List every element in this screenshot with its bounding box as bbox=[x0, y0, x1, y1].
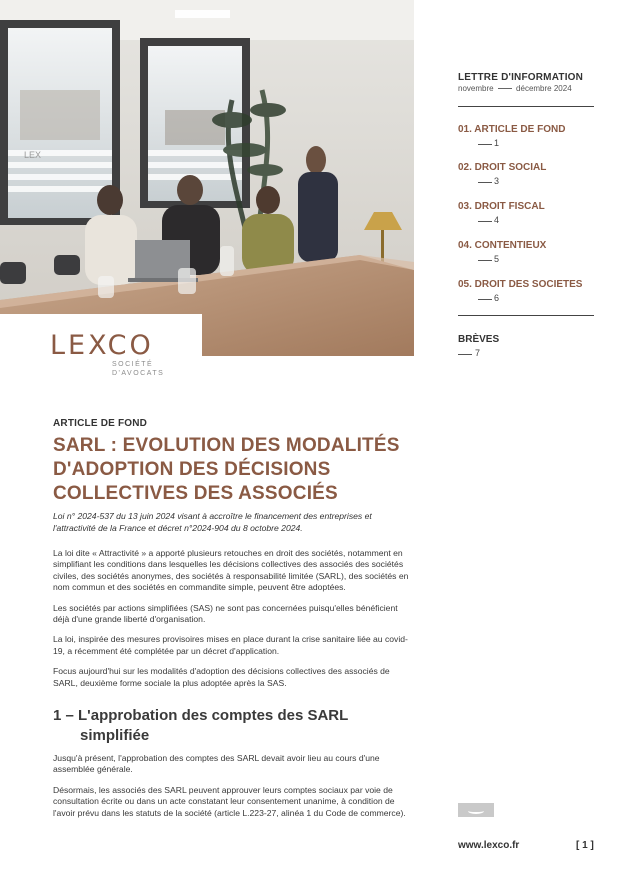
divider bbox=[458, 315, 594, 316]
toc-item-droit-fiscal[interactable] bbox=[458, 201, 545, 225]
logo-sub-line2: D'AVOCATS bbox=[112, 370, 165, 377]
newsletter-header bbox=[458, 72, 594, 93]
article-headline: SARL : EVOLUTION DES MODALITÉS D'ADOPTION DES DÉCISIONS COLLECTIVES DES ASSOCIÉS bbox=[53, 435, 400, 504]
section-paragraph: Désormais, les associés des SARL peuvent approuver leurs comptes sociaux par voie de consultation écrite ou dans un acte constatant leur consentement unanime, à condition de l'avoir prévu dans les statuts de la société (article L.223-27, alinéa 1 du Code de commerce). bbox=[53, 784, 406, 818]
toc-page: 5 bbox=[458, 254, 546, 264]
toc-label: 03. DROIT FISCAL bbox=[458, 201, 545, 212]
date-end: décembre 2024 bbox=[516, 84, 572, 93]
divider bbox=[458, 106, 594, 107]
toc-item-droit-des-societes[interactable] bbox=[458, 279, 582, 303]
toc-page: 3 bbox=[458, 176, 546, 186]
newsletter-title: LETTRE D'INFORMATION bbox=[458, 72, 584, 83]
toc-page: 1 bbox=[458, 138, 565, 148]
window-sign-text: LEX bbox=[24, 150, 42, 160]
toc-page: 6 bbox=[458, 293, 582, 303]
toc-item-article-de-fond[interactable] bbox=[458, 124, 565, 148]
toc-label: 04. CONTENTIEUX bbox=[458, 240, 547, 251]
lexco-logo: LEXCO bbox=[50, 330, 154, 361]
section-heading-line2: simplifiée bbox=[80, 727, 150, 745]
section-heading bbox=[53, 706, 415, 746]
article-paragraph: Focus aujourd'hui sur les modalités d'adoption des décisions collectives des associés de SARL, deuxième forme sociale la plus adoptée après la SAS. bbox=[53, 666, 390, 688]
footer-website-link[interactable]: www.lexco.fr bbox=[458, 840, 520, 851]
breves-label: BRÈVES bbox=[458, 334, 500, 345]
logo-subtitle bbox=[112, 360, 164, 378]
toc-label: 05. DROIT DES SOCIETES bbox=[458, 279, 583, 290]
breves-page: 7 bbox=[458, 348, 499, 358]
newsletter-date bbox=[458, 84, 594, 93]
toc-page: 4 bbox=[458, 215, 545, 225]
logo-sub-line1: SOCIÉTÉ bbox=[112, 361, 154, 368]
article-kicker: ARTICLE DE FOND bbox=[53, 418, 148, 429]
dash-separator bbox=[498, 88, 512, 89]
cover-photo bbox=[0, 0, 414, 356]
section-heading-line1: 1 – L'approbation des comptes des SARL bbox=[53, 707, 349, 725]
section-paragraph: Jusqu'à présent, l'approbation des comptes des SARL devait avoir lieu au cours d'une assemblée générale. bbox=[53, 753, 380, 775]
toc-item-contentieux[interactable] bbox=[458, 240, 546, 264]
toc-label: 02. DROIT SOCIAL bbox=[458, 162, 547, 173]
article-paragraph: Les sociétés par actions simplifiées (SAS) ne sont pas concernées puisqu'elles bénéficient déjà d'une grande liberté d'organisation. bbox=[53, 602, 398, 625]
article-body bbox=[53, 418, 415, 819]
toc-label: 01. ARTICLE DE FOND bbox=[458, 124, 566, 135]
article-paragraph: La loi dite « Attractivité » a apporté plusieurs retouches en droit des sociétés, notamment en simplifiant les conditions dans lesquelles les décisions collectives des associés des sociétés civiles, des sociétés anonymes, des sociétés à responsabilité limitée (SARL), des sociétés en nom commun et des sociétés en commandite simple, peuvent être adoptées. bbox=[53, 548, 409, 593]
toc-item-breves[interactable] bbox=[458, 334, 499, 358]
toc-item-droit-social[interactable] bbox=[458, 162, 546, 186]
article-lead: Loi n° 2024-537 du 13 juin 2024 visant à accroître le financement des entreprises et l'attractivité de la France et décret n°2024-904 du 8 octobre 2024. bbox=[53, 511, 372, 533]
footer-logo-icon bbox=[458, 803, 494, 817]
date-start: novembre bbox=[458, 84, 494, 93]
page-number: [ 1 ] bbox=[576, 840, 594, 851]
article-paragraph: La loi, inspirée des mesures provisoires mises en place durant la crise sanitaire liée au covid-19, a récemment été complétée par un décret d'application. bbox=[53, 634, 408, 656]
